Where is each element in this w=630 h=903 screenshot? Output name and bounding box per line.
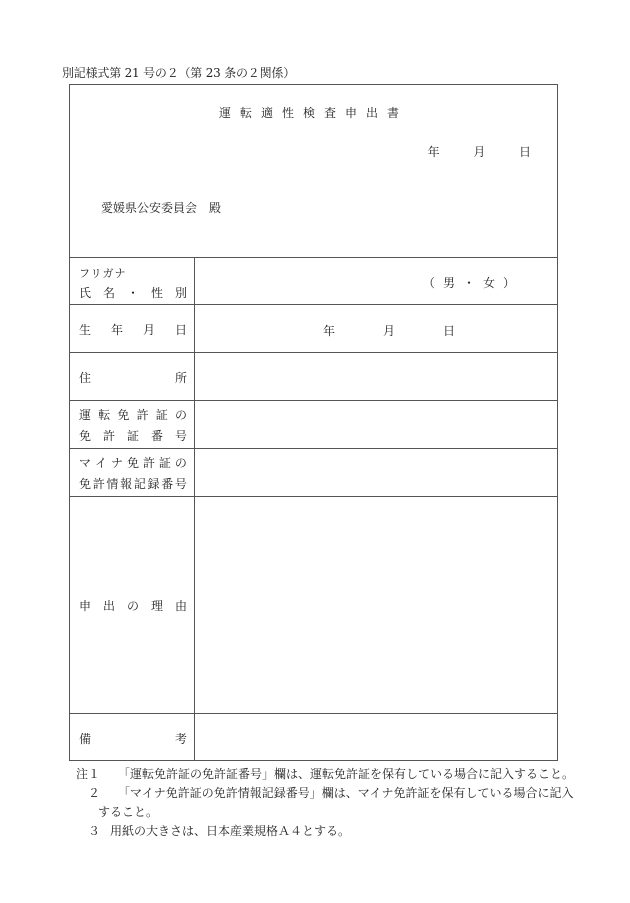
- reason-input[interactable]: [195, 497, 557, 713]
- reason-label: 申 出 の 理 由: [79, 599, 187, 613]
- note-2: ２ 「マイナ免許証の免許情報記録番号」欄は、マイナ免許証を保有している場合に記入: [88, 786, 574, 800]
- label-reason: [70, 497, 195, 713]
- label-remarks: [70, 714, 195, 760]
- birth-date-input[interactable]: [195, 305, 557, 352]
- label-address: [70, 353, 195, 400]
- day-label: 日: [518, 145, 531, 159]
- footnotes: [76, 765, 574, 841]
- row-address: [70, 353, 557, 401]
- note-2-continued: すること。: [98, 805, 159, 819]
- row-name-sex: [70, 257, 557, 305]
- my-number-license-label-line1: マ イ ナ 免 許 証 の: [79, 456, 187, 470]
- sex-selector[interactable]: （ 男 ・ 女 ）: [422, 276, 515, 290]
- year-label: 年: [427, 145, 440, 159]
- month-label: 月: [473, 145, 486, 159]
- label-license-number: [70, 401, 195, 448]
- birth-month-label: 月: [383, 324, 396, 338]
- addressee: 愛媛県公安委員会 殿: [101, 201, 222, 215]
- row-my-number-license: [70, 449, 557, 497]
- row-birth-date: [70, 305, 557, 353]
- row-reason: [70, 497, 557, 714]
- my-number-license-input[interactable]: [195, 449, 557, 496]
- license-number-input[interactable]: [195, 401, 557, 448]
- application-form: [69, 84, 558, 761]
- note-3: ３ 用紙の大きさは、日本産業規格Ａ４とする。: [88, 824, 351, 838]
- remarks-input[interactable]: [195, 714, 557, 760]
- label-birth-date: [70, 305, 195, 352]
- label-name-sex: [70, 257, 195, 304]
- name-input-area[interactable]: [195, 257, 557, 304]
- birth-year-label: 年: [323, 324, 336, 338]
- row-remarks: [70, 714, 557, 760]
- birth-date-label: 生 年 月 日: [79, 323, 187, 337]
- name-sex-label: 氏 名 ・ 性 別: [79, 286, 187, 300]
- license-number-label-line1: 運 転 免 許 証 の: [79, 408, 187, 422]
- form-header: [70, 85, 557, 258]
- birth-day-label: 日: [443, 324, 456, 338]
- form-identifier: 別記様式第 21 号の２（第 23 条の２関係）: [62, 66, 295, 80]
- license-number-label-line2: 免 許 証 番 号: [79, 429, 187, 443]
- furigana-label: フリガナ: [79, 267, 127, 280]
- my-number-license-label-line2: 免 許 情 報 記 録 番 号: [79, 477, 187, 491]
- row-license-number: [70, 401, 557, 449]
- label-my-number-license: [70, 449, 195, 496]
- sex-male-option[interactable]: 男: [442, 276, 455, 290]
- form-title: 運転適性検査申出書: [218, 106, 408, 120]
- sex-female-option[interactable]: 女: [482, 276, 495, 290]
- remarks-label: 備 考: [79, 732, 187, 746]
- address-label: 住 所: [79, 371, 187, 385]
- address-input[interactable]: [195, 353, 557, 400]
- note-1: 注１ 「運転免許証の免許証番号」欄は、運転免許証を保有している場合に記入すること。: [76, 767, 575, 781]
- submission-date[interactable]: [428, 143, 531, 160]
